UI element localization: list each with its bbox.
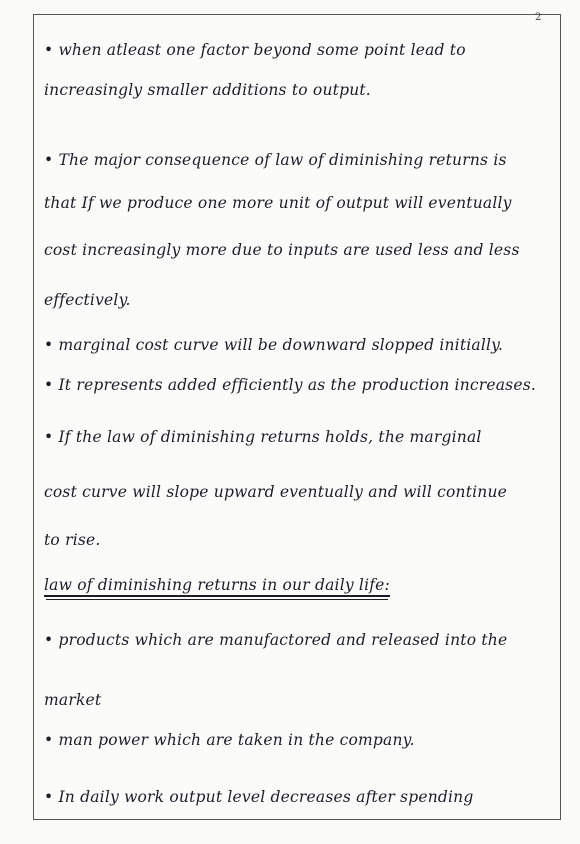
text-line-3: • The major consequence of law of diminishing returns is bbox=[44, 151, 507, 169]
text-line-6: effectively. bbox=[44, 291, 131, 309]
text-line-2: increasingly smaller additions to output. bbox=[44, 81, 371, 99]
text-line-4: that If we produce one more unit of output will eventually bbox=[44, 194, 512, 212]
text-line-14: market bbox=[44, 691, 102, 709]
text-line-1: • when atleast one factor beyond some point lead to bbox=[44, 41, 466, 59]
text-line-10: cost curve will slope upward eventually and will continue bbox=[44, 483, 508, 501]
text-line-7: • marginal cost curve will be downward slopped initially. bbox=[44, 336, 504, 354]
page-number: 2 bbox=[535, 12, 542, 23]
text-line-15: • man power which are taken in the company. bbox=[44, 731, 415, 749]
heading-text: law of diminishing returns in our daily life: bbox=[44, 576, 390, 597]
text-line-8: • It represents added efficiently as the production increases. bbox=[44, 376, 536, 394]
text-line-16: • In daily work output level decreases after spending bbox=[44, 788, 474, 806]
text-line-13: • products which are manufactored and released into the bbox=[44, 631, 508, 649]
text-line-9: • If the law of diminishing returns holds, the marginal bbox=[44, 428, 482, 446]
text-line-11: to rise. bbox=[44, 531, 101, 549]
section-heading bbox=[44, 575, 556, 595]
text-line-5: cost increasingly more due to inputs are used less and less bbox=[44, 241, 520, 259]
